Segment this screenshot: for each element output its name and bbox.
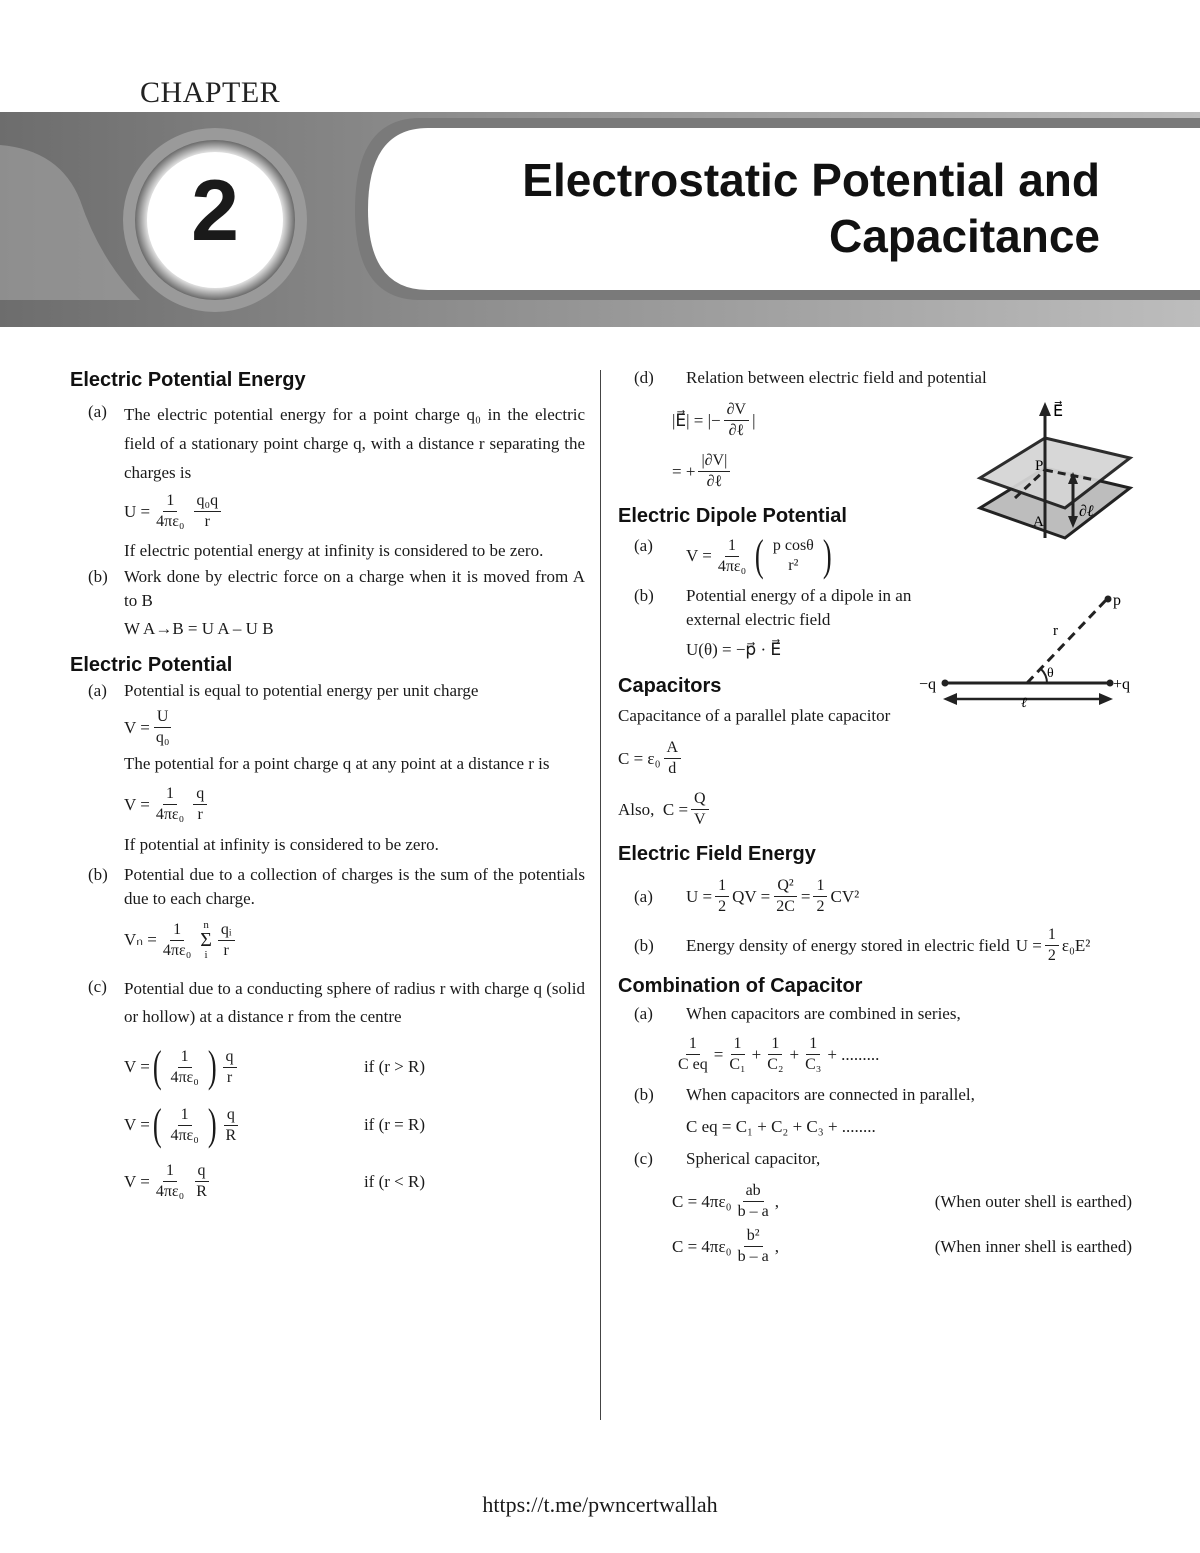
r-label: r	[1053, 623, 1058, 639]
denominator: 2	[1047, 947, 1056, 964]
numerator: 1	[731, 1034, 745, 1055]
paragraph: Capacitance of a parallel plate capacitor	[618, 706, 891, 725]
item-label: (b)	[634, 935, 654, 955]
fraction	[194, 491, 222, 532]
item-label: (b)	[88, 865, 108, 884]
equation	[618, 738, 958, 779]
paragraph: Potential is equal to potential energy per unit charge	[124, 681, 479, 700]
section-title: Capacitors	[618, 675, 722, 697]
denominator: C eq	[678, 1056, 708, 1073]
numerator: p cosθ	[772, 537, 814, 554]
item-text	[124, 679, 585, 857]
list-item	[70, 565, 585, 645]
denominator: 2	[816, 898, 825, 915]
condition: (When inner shell is earthed)	[934, 1236, 1132, 1256]
denominator: r	[197, 806, 203, 823]
chapter-title	[522, 152, 1100, 264]
numerator: q	[195, 1161, 209, 1182]
neg-charge-label: −q	[919, 676, 937, 693]
numerator: q	[193, 784, 207, 805]
condition: if (r > R)	[363, 1057, 425, 1076]
numerator: 1	[806, 1034, 820, 1055]
arrow-head	[943, 693, 957, 705]
dl-label: ∂ℓ	[1079, 503, 1094, 520]
fraction	[664, 738, 682, 779]
arrow-head	[1039, 402, 1051, 416]
fraction	[167, 1047, 201, 1088]
equation	[672, 1181, 1132, 1222]
numerator: 1	[163, 784, 177, 805]
field-label: E⃗	[1053, 403, 1064, 420]
item-text	[124, 400, 585, 565]
denominator: 4πε₀	[717, 557, 747, 575]
item-text	[686, 1083, 975, 1147]
section-title: Electric Potential Energy	[70, 369, 306, 391]
equation	[124, 1042, 585, 1091]
length-label: ℓ	[1021, 696, 1027, 710]
fraction	[735, 1226, 772, 1267]
denominator: C₁	[729, 1056, 746, 1073]
list-item	[618, 1083, 1138, 1147]
eq-term: ε₀E²	[1061, 935, 1091, 955]
eq-lhs: V =	[124, 1057, 150, 1076]
sum-upper: n	[203, 919, 209, 931]
denominator: C₂	[767, 1056, 784, 1073]
item-text	[686, 366, 987, 390]
denominator: V	[694, 811, 706, 828]
equation	[124, 491, 585, 532]
equation	[618, 789, 958, 830]
eq-lhs: V =	[124, 717, 150, 737]
paragraph: When capacitors are connected in parallel,	[686, 1085, 975, 1104]
numerator: qᵢ	[218, 920, 235, 941]
fraction	[223, 1105, 240, 1146]
fraction	[770, 536, 817, 576]
eq-term: =	[800, 886, 811, 906]
paragraph: Relation between electric field and potential	[686, 368, 987, 387]
condition: (When outer shell is earthed)	[934, 1191, 1132, 1211]
paragraph: Energy density of energy stored in electric field	[686, 935, 1010, 955]
item-text	[124, 975, 585, 1216]
p-label: p	[1113, 592, 1121, 609]
denominator: C₃	[805, 1056, 822, 1073]
item-label: (a)	[634, 536, 653, 555]
eq-lhs: = +	[672, 461, 696, 481]
denominator: 4πε₀	[162, 941, 192, 959]
fraction	[715, 536, 749, 577]
eq-lhs: U =	[686, 886, 713, 906]
dipole-diagram	[915, 585, 1140, 710]
fraction	[735, 1181, 772, 1222]
sum-lower: i	[204, 949, 208, 961]
equation: U(θ) = −p⃗ · E⃗	[686, 640, 782, 659]
paragraph: The electric potential energy for a point charge q₀ in the electric field of a stationary point charge q, with a distance r separating the charges is	[124, 405, 585, 482]
denominator: 4πε₀	[155, 1183, 185, 1200]
fraction	[153, 1161, 187, 1202]
list-item	[618, 366, 987, 390]
paragraph: Work done by electric force on a charge when it is moved from A to B	[124, 567, 585, 610]
denominator: r²	[788, 557, 799, 574]
chapter-title-line1: Electrostatic Potential and	[522, 154, 1100, 206]
eq-comma: ,	[774, 1191, 779, 1211]
theta-label: θ	[1047, 666, 1054, 681]
fraction	[802, 1034, 824, 1075]
fraction	[153, 784, 187, 825]
equation	[124, 1161, 585, 1202]
list-item	[618, 1147, 1138, 1171]
paragraph: Potential due to a conducting sphere of radius r with charge q (solid or hollow) at a distance r from the centre	[124, 979, 585, 1026]
paren-right: )	[207, 1042, 217, 1091]
list-item	[618, 876, 958, 917]
eq-term: QV =	[732, 886, 771, 906]
denominator: r	[223, 941, 229, 959]
fraction	[675, 1034, 711, 1075]
denominator: 4πε₀	[156, 513, 185, 530]
eq-sign: +	[789, 1044, 800, 1064]
paren-left: (	[755, 531, 764, 580]
item-label: (b)	[634, 1085, 654, 1104]
paragraph: Potential energy of a dipole in an external electric field	[686, 586, 912, 629]
equation-block	[618, 400, 958, 492]
paren-left: (	[152, 1042, 162, 1091]
paragraph: Spherical capacitor,	[686, 1149, 821, 1168]
eq-lhs: C = 4πε₀	[672, 1236, 732, 1256]
fraction	[153, 491, 187, 532]
eq-lhs: V =	[124, 1115, 150, 1134]
denominator: R	[196, 1183, 207, 1200]
fraction	[715, 876, 729, 917]
fraction	[726, 1034, 748, 1075]
equation	[1016, 925, 1091, 966]
equation: C eq = C₁ + C₂ + C₃ + ........	[686, 1117, 876, 1136]
condition: if (r = R)	[363, 1115, 425, 1134]
equation	[672, 1034, 958, 1075]
chapter-title-line2: Capacitance	[828, 210, 1100, 262]
left-column	[70, 366, 585, 1216]
item-label: (d)	[634, 368, 654, 387]
eq-lhs: Also, C =	[618, 799, 689, 819]
denominator: 2C	[776, 898, 795, 915]
point-p	[1105, 596, 1112, 603]
point-p-label: P	[1035, 458, 1044, 474]
equation	[672, 400, 958, 441]
numerator: 1	[1045, 925, 1059, 946]
numerator: 1	[170, 920, 184, 941]
item-text	[124, 863, 585, 969]
numerator: 1	[178, 1047, 192, 1068]
eq-lhs: U =	[124, 501, 151, 521]
numerator: Q²	[774, 876, 796, 897]
denominator: b – a	[737, 1248, 769, 1265]
fraction	[167, 1105, 201, 1146]
numerator: q₀q	[194, 491, 222, 512]
point-a-label: A	[1033, 514, 1044, 530]
footer-link[interactable]: https://t.me/pwncertwallah	[482, 1492, 718, 1517]
eq-term: + .........	[827, 1044, 880, 1064]
denominator: q₀	[155, 729, 170, 746]
denominator: b – a	[737, 1203, 769, 1220]
numerator: 1	[813, 876, 827, 897]
numerator: U	[154, 707, 172, 728]
section-title: Electric Potential	[70, 654, 233, 676]
paren-right: )	[207, 1100, 217, 1149]
eq-lhs: U =	[1015, 935, 1042, 955]
eq-lhs: C = ε₀	[618, 748, 661, 768]
condition: if (r < R)	[363, 1171, 425, 1191]
equation	[672, 451, 958, 492]
paren-left: (	[152, 1100, 162, 1149]
list-item	[618, 925, 1138, 966]
item-label: (c)	[634, 1149, 653, 1168]
eq-sign: +	[751, 1044, 762, 1064]
sum-sign: Σ	[200, 929, 212, 951]
equation	[124, 919, 585, 961]
equation	[686, 531, 835, 580]
denominator: r	[226, 1068, 233, 1086]
equation	[686, 876, 859, 917]
numerator: 1	[686, 1034, 700, 1055]
r-line	[1027, 599, 1107, 683]
numerator: |∂V|	[698, 451, 730, 472]
paragraph: Potential due to a collection of charges is the sum of the potentials due to each charge.	[124, 865, 585, 908]
pos-charge-label: +q	[1113, 676, 1131, 693]
column-divider	[600, 370, 601, 1420]
eq-term: CV²	[830, 886, 860, 906]
paragraph: If electric potential energy at infinity is considered to be zero.	[124, 541, 544, 560]
item-label: (b)	[634, 586, 654, 605]
item-label: (a)	[88, 681, 107, 700]
equation	[124, 707, 585, 748]
denominator: r	[204, 513, 210, 530]
item-text	[124, 565, 585, 645]
fraction	[698, 451, 730, 492]
paragraph: When capacitors are combined in series,	[686, 1004, 961, 1023]
numerator: 1	[715, 876, 729, 897]
chapter-label: CHAPTER	[140, 76, 281, 109]
equipotential-diagram	[975, 398, 1145, 548]
section-title: Electric Dipole Potential	[618, 505, 847, 527]
section-title: Electric Field Energy	[618, 843, 816, 865]
numerator: 1	[178, 1105, 192, 1126]
right-column	[618, 366, 1132, 1271]
fraction	[691, 789, 709, 830]
item-label: (a)	[634, 886, 653, 906]
numerator: q	[224, 1105, 238, 1126]
fraction	[813, 876, 827, 917]
fraction	[193, 784, 207, 825]
equation: W A→B = U A – U B	[124, 619, 274, 638]
equation	[124, 1100, 585, 1149]
chapter-number: 2	[191, 163, 239, 259]
item-label: (a)	[634, 1004, 653, 1023]
list-item	[70, 975, 585, 1216]
eq-lhs: Vₙ =	[124, 930, 157, 949]
eq-lhs: V =	[124, 1171, 150, 1191]
item-label: (a)	[88, 402, 107, 421]
paragraph: The potential for a point charge q at any point at a distance r is	[124, 754, 550, 773]
neg-charge	[942, 680, 949, 687]
numerator: 1	[725, 536, 739, 557]
denominator: R	[225, 1126, 237, 1144]
eq-sign: =	[713, 1044, 724, 1064]
numerator: ∂V	[724, 400, 749, 421]
numerator: 1	[163, 491, 177, 512]
fraction	[764, 1034, 786, 1075]
eq-lhs: V =	[124, 794, 150, 814]
numerator: Q	[691, 789, 709, 810]
denominator: 4πε₀	[170, 1068, 199, 1086]
numerator: 1	[163, 1161, 177, 1182]
fraction	[160, 920, 194, 961]
paren-right: )	[822, 531, 832, 580]
list-item	[618, 1002, 1138, 1026]
item-label: (b)	[88, 567, 108, 586]
numerator: A	[664, 738, 682, 759]
list-item	[70, 400, 585, 565]
summation	[200, 919, 212, 961]
fraction	[193, 1161, 210, 1202]
equation	[124, 784, 585, 825]
fraction	[773, 876, 798, 917]
section-title: Combination of Capacitor	[618, 975, 863, 997]
list-item	[618, 531, 958, 580]
fraction	[218, 920, 235, 961]
eq-lhs: |E⃗| = |−	[672, 410, 721, 430]
paragraph: If potential at infinity is considered to be zero.	[124, 835, 439, 854]
fraction	[223, 1047, 237, 1088]
arrow-head	[1099, 693, 1113, 705]
denominator: ∂ℓ	[728, 422, 745, 439]
list-item	[618, 584, 958, 668]
eq-rhs: |	[752, 410, 756, 430]
numerator: q	[223, 1047, 237, 1068]
item-label: (c)	[88, 977, 107, 996]
denominator: 2	[718, 898, 727, 915]
denominator: d	[668, 760, 677, 777]
numerator: ab	[743, 1181, 764, 1202]
numerator: b²	[744, 1226, 763, 1247]
numerator: 1	[768, 1034, 782, 1055]
eq-comma: ,	[774, 1236, 779, 1256]
fraction	[153, 707, 173, 748]
fraction	[1045, 925, 1059, 966]
denominator: ∂ℓ	[706, 473, 723, 490]
list-item	[70, 679, 585, 857]
list-item	[70, 863, 585, 969]
eq-lhs: C = 4πε₀	[672, 1191, 732, 1211]
denominator: 4πε₀	[155, 806, 185, 823]
eq-lhs: V =	[686, 546, 712, 565]
equation	[672, 1226, 1132, 1267]
fraction	[724, 400, 749, 441]
denominator: 4πε₀	[170, 1126, 199, 1144]
